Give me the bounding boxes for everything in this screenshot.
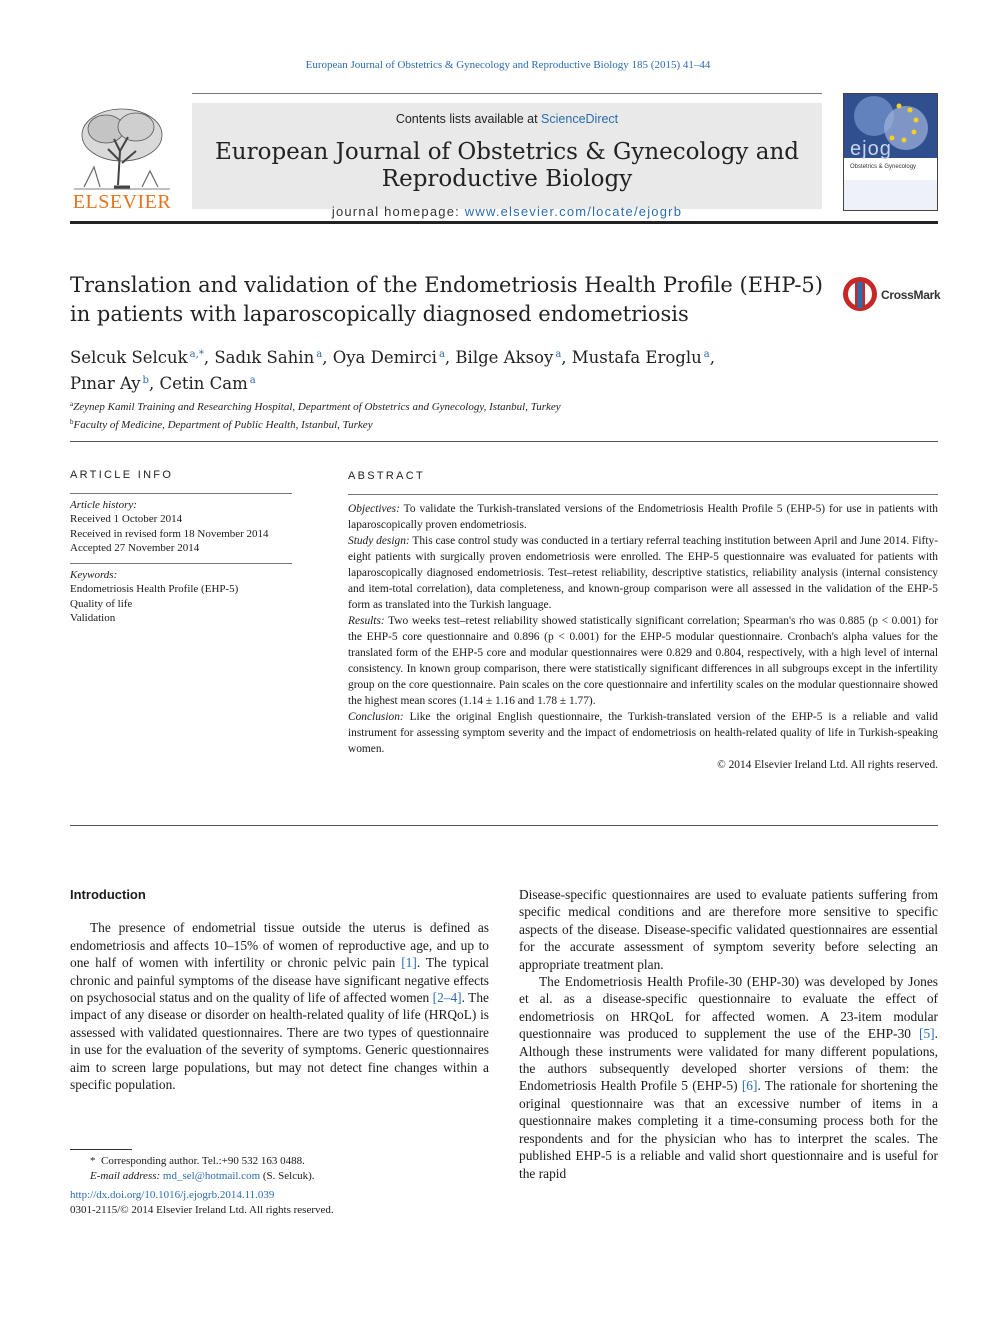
crossmark-badge[interactable]	[842, 274, 942, 314]
intro-paragraph: The presence of endometrial tissue outside the uterus is defined as endometriosis and affects 10–15% of women of reproductive age, and up to one half of women with infertility or chronic pelvic pain [1]. The typical chronic and painful symptoms of the disease have significant negative effects on psychosocial status and on the quality of life of affected women [2–4]. The impact of any disease or disorder on health-related quality of life (HRQoL) is assessed with validated questionnaires. There are two types of questionnaire in use for the evaluation of the severity of symptoms. Generic questionnaires aim to screen large populations, but may not detect fine changes within a specific population.	[70, 920, 489, 1093]
contents-available: Contents lists available at ScienceDirect	[395, 112, 619, 126]
author[interactable]: Sadık Sahin $^a$,	[214, 348, 333, 367]
masthead-divider	[70, 221, 938, 224]
footnotes	[70, 1154, 510, 1218]
history-label: Article history:	[70, 498, 137, 511]
history-received: Received 1 October 2014	[70, 513, 183, 525]
citation-link[interactable]: [2–4]	[432, 990, 462, 1006]
article-title: Translation and validation of the Endometriosis Health Profile (EHP-5) in patients with laparoscopically diagnosed endometriosis	[70, 273, 823, 326]
citation-link[interactable]: [1]	[401, 955, 417, 971]
history-revised: Received in revised form 18 November 2014	[70, 527, 269, 540]
article-info-heading: ARTICLE INFO	[70, 469, 174, 481]
intro-paragraph: The Endometriosis Health Profile-30 (EHP-30) was developed by Jones et al. as a disease-specific questionnaire to evaluate the effect of endometriosis on HRQoL for affected women. A 23-item modular questionnaire was produced to supplement the use of the EHP-30 [5]. Although these instruments were validated for many different populations, the authors subsequently developed shorter versions of them: the Endometriosis Health Profile 5 (EHP-5) [6]. The rationale for shortening the original questionnaire was that an excessive number of items in a questionnaire makes completing it a time-consuming process both for the respondents and for the physician who has to interpret the scales. The published EHP-5 is a reliable and valid short questionnaire and is useful for the rapid	[519, 974, 938, 1181]
keyword: Endometriosis Health Profile (EHP-5)	[70, 583, 239, 595]
header-divider	[70, 441, 938, 442]
intro-paragraph: Disease-specific questionnaires are used to evaluate patients suffering from specific medical conditions and are therefore more sensitive to specific aspects of the disease. Disease-specific validated questionnaires are essential for the accurate assessment of symptom severity before selecting an appropriate treatment plan.	[519, 887, 938, 972]
author[interactable]: Oya Demirci $^a$,	[332, 348, 456, 367]
abstract-heading: ABSTRACT	[348, 470, 426, 482]
journal-name: European Journal of Obstetrics & Gynecology and Reproductive Biology	[215, 139, 799, 192]
author[interactable]: Bilge Aksoy $^a$,	[455, 348, 572, 367]
masthead-center	[192, 93, 822, 219]
elsevier-wordmark[interactable]: ELSEVIER	[72, 191, 172, 213]
citation-link[interactable]: [5]	[919, 1026, 935, 1042]
keywords-label: Keywords:	[70, 568, 118, 581]
body-right-column	[519, 886, 938, 1182]
citation-link[interactable]: [6]	[741, 1078, 758, 1094]
article-info	[70, 468, 292, 626]
journal-homepage: journal homepage: www.elsevier.com/locate/ejogrb	[331, 204, 683, 219]
author-list	[70, 343, 830, 395]
crossmark-icon	[842, 274, 878, 314]
abstract-objectives: Objectives: To validate the Turkish-translated versions of the Endometriosis Health Profile 5 (EHP-5) for use in patients with laparoscopically proven endometriosis.	[348, 503, 938, 531]
sciencedirect-link[interactable]: ScienceDirect	[541, 112, 619, 126]
homepage-link[interactable]: www.elsevier.com/locate/ejogrb	[464, 204, 683, 219]
cover-subtitle: Obstetrics & Gynecology	[850, 164, 917, 170]
journal-cover-thumbnail[interactable]	[843, 93, 938, 211]
doi-link[interactable]: http://dx.doi.org/10.1016/j.ejogrb.2014.11.039	[70, 1189, 275, 1201]
corresponding-author-note: * Corresponding author. Tel.:+90 532 163 0488.	[90, 1155, 305, 1167]
history-accepted: Accepted 27 November 2014	[70, 542, 200, 554]
keyword: Quality of life	[70, 597, 133, 610]
crossmark-label: CrossMark	[881, 288, 941, 302]
abstract-copyright: © 2014 Elsevier Ireland Ltd. All rights reserved.	[717, 759, 938, 771]
affiliations	[70, 397, 870, 433]
abstract-divider	[70, 825, 938, 826]
abstract-design: Study design: This case control study was conducted in a tertiary referral teaching institution between April and June 2014. Fifty-eight patients with surgically proven endometriosis were enrolled. The EHP-5 questionnaire was evaluated for patients with laparoscopically diagnosed endometriosis. Test–retest reliability, descriptive statistics, reliability analysis (internal consistency and item-total correlation), data completeness, and known-group comparison were all assessed in the validation of the EHP-5 form as translated into the Turkish language.	[348, 535, 938, 611]
keyword: Validation	[70, 612, 116, 624]
affiliation-b: $^b$Faculty of Medicine, Department of Public Health, Istanbul, Turkey	[70, 418, 373, 431]
email-note: E-mail address: md_sel@hotmail.com (S. Selcuk).	[90, 1170, 315, 1182]
abstract	[348, 468, 938, 773]
masthead-banner	[192, 103, 822, 219]
issn-copyright: 0301-2115/© 2014 Elsevier Ireland Ltd. All rights reserved.	[70, 1204, 334, 1216]
body-left-column	[70, 886, 489, 1093]
author[interactable]: Cetin Cam $^a$	[159, 374, 256, 393]
abstract-results: Results: Two weeks test–retest reliability showed statistically significant correlation; Spearman's rho was 0.885 (p < 0.001) for the EHP-5 core questionnaire and 0.896 (p < 0.001) for the EHP-5 modular questionnaire. Cronbach's alpha values for the translated form of the EHP-5 core and modular questionnaires were 0.829 and 0.804, respectively, with a high level of internal consistency. In known group comparison, there were statistically significant differences in all subgroups except in the infertility group on the core questionnaire. Pain scales on the core questionnaire and infertility scales on the modular questionnaire showed the highest mean scores (1.14 ± 1.16 and 1.78 ± 1.77).	[348, 615, 938, 707]
author[interactable]: Mustafa Eroglu $^a$,	[571, 348, 715, 367]
journal-citation[interactable]: European Journal of Obstetrics & Gynecology and Reproductive Biology 185 (2015) 41–44	[305, 59, 711, 71]
cover-title: ejog	[850, 138, 892, 160]
abstract-conclusion: Conclusion: Like the original English questionnaire, the Turkish-translated version of the EHP-5 is a reliable and valid instrument for assessing symptom severity and the impact of endometriosis on health-related quality of life in Turkish-speaking women.	[348, 711, 938, 755]
email-link[interactable]: md_sel@hotmail.com	[162, 1170, 261, 1182]
author[interactable]: Pınar Ay $^b$,	[70, 374, 160, 393]
footnote-divider	[70, 1149, 132, 1150]
author[interactable]: Selcuk Selcuk $^{a,*}$,	[70, 348, 215, 367]
masthead	[70, 93, 938, 219]
affiliation-a: $^a$Zeynep Kamil Training and Researching Hospital, Department of Obstetrics and Gynecology, Istanbul, Turkey	[70, 400, 561, 413]
introduction-heading: Introduction	[70, 887, 146, 902]
